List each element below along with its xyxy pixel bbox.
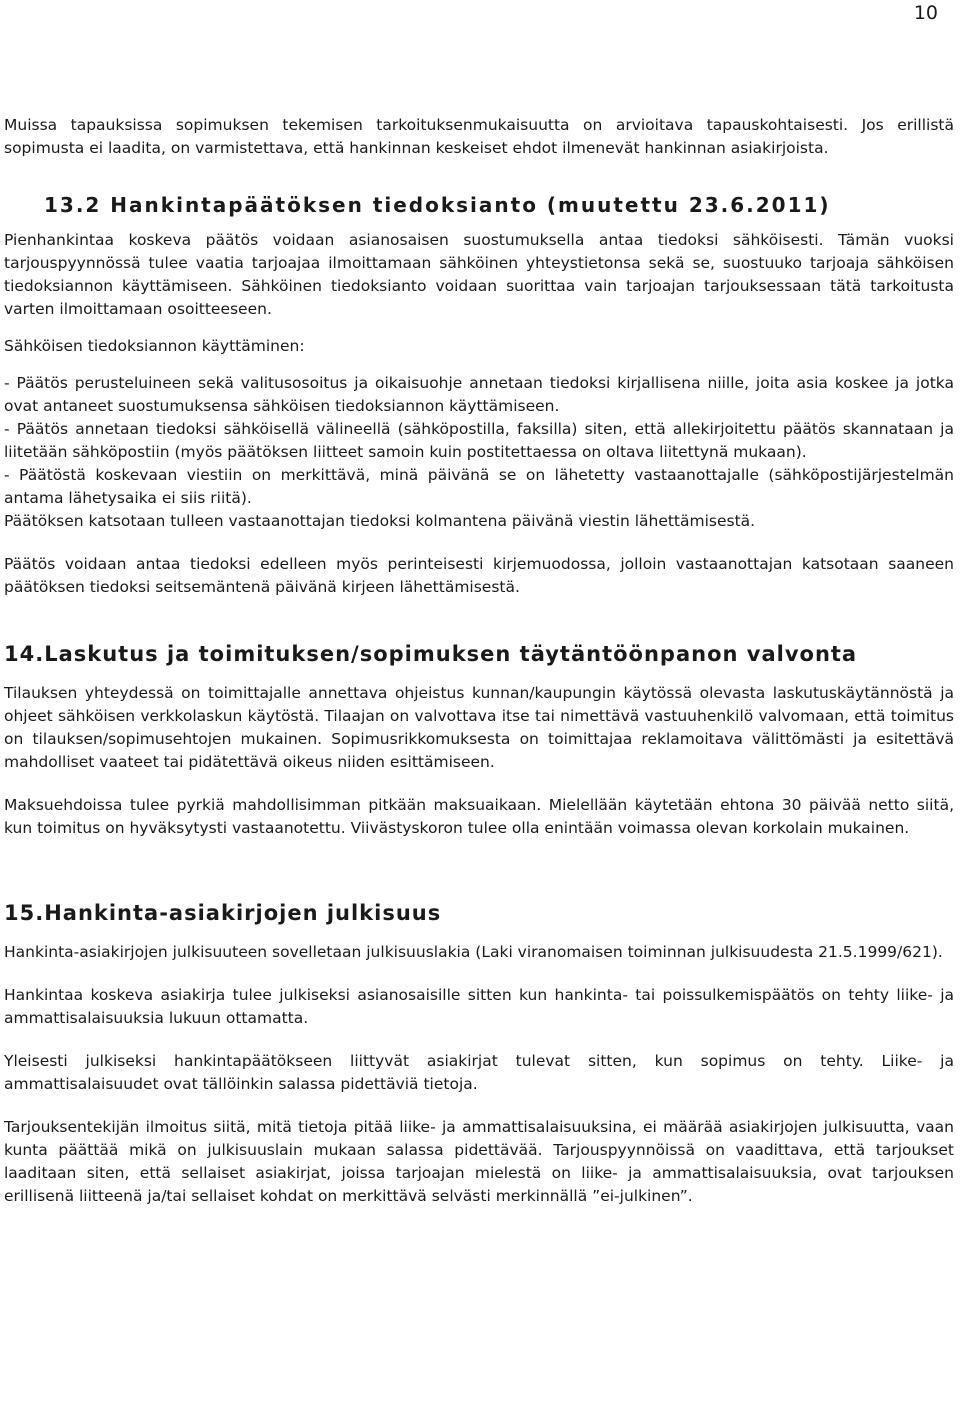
intro-paragraph: Muissa tapauksissa sopimuksen tekemisen tarkoituksenmukaisuutta on arvioitava tapauskohtaisesti. Jos erillistä sopimusta ei laadita, on varmistettava, että hankinnan keskeiset ehdot ilmenevät hankinnan asiakirjoista. — [4, 116, 954, 157]
section-13-2-paragraph-1: Pienhankintaa koskeva päätös voidaan asianosaisen suostumuksella antaa tiedoksi sähköisesti. Tämän vuoksi tarjouspyynnössä tulee vaatia tarjoajaa ilmoittamaan sähköinen yhteystietonsa sekä se, suostuuko tarjoaja sähköisen tiedoksiannon käyttämiseen. Sähköinen tiedoksianto voidaan suorittaa vain tarjoajan tarjouksessaan tätä tarkoitusta varten ilmoittamaan osoitteeseen. — [4, 231, 954, 318]
section-14-heading: 14.Laskutus ja toimituksen/sopimuksen täytäntöönpanon valvonta — [4, 642, 858, 666]
document-body — [4, 114, 954, 1208]
list-item: Päätöksen katsotaan tulleen vastaanottajan tiedoksi kolmantena päivänä viestin lähettämisestä. — [4, 512, 756, 530]
page-number: 10 — [913, 2, 938, 24]
section-14-paragraph-1: Tilauksen yhteydessä on toimittajalle annettava ohjeistus kunnan/kaupungin käytössä olevasta laskutuskäytännöstä ja ohjeet sähköisen verkkolaskun käytöstä. Tilaajan on valvottava itse tai nimettävä vastuuhenkilö valvomaan, että toimitus on tilauksen/sopimusehtojen mukainen. Sopimusrikkomuksesta on toimittajaa reklamoitava välittömästi ja esitettävä mahdolliset vaateet tai pidätettävä oikeus niiden esittämiseen. — [4, 684, 954, 771]
section-14-paragraph-2: Maksuehdoissa tulee pyrkiä mahdollisimman pitkään maksuaikaan. Mielellään käytetään ehtona 30 päivää netto siitä, kun toimitus on hyväksytysti vastaanotettu. Viivästyskoron tulee olla enintään voimassa olevan korkolain mukainen. — [4, 796, 954, 837]
section-13-2-paragraph-3: Päätös voidaan antaa tiedoksi edelleen myös perinteisesti kirjemuodossa, jolloin vastaanottajan katsotaan saaneen päätöksen tiedoksi seitsemäntenä päivänä kirjeen lähettämisestä. — [4, 555, 954, 596]
list-item: - Päätöstä koskevaan viestiin on merkittävä, minä päivänä se on lähetetty vastaanottajalle (sähköpostijärjestelmän antama lähetysaika ei siis riitä). — [4, 466, 954, 507]
section-15-paragraph-2: Hankintaa koskeva asiakirja tulee julkiseksi asianosaisille sitten kun hankinta- tai poissulkemispäätös on tehty liike- ja ammattisalaisuuksia lukuun ottamatta. — [4, 986, 954, 1027]
list-item: - Päätös perusteluineen sekä valitusosoitus ja oikaisuohje annetaan tiedoksi kirjallisena niille, joita asia koskee ja jotka ovat antaneet suostumuksensa sähköisen tiedoksiannon käyttämiseen. — [4, 374, 954, 415]
section-13-2-paragraph-2: Sähköisen tiedoksiannon käyttäminen: — [4, 337, 305, 355]
section-13-2-heading: 13.2 Hankintapäätöksen tiedoksianto (muutettu 23.6.2011) — [44, 193, 831, 217]
tiedoksianto-list — [4, 372, 954, 533]
section-15-paragraph-4: Tarjouksentekijän ilmoitus siitä, mitä tietoja pitää liike- ja ammattisalaisuuksina, ei määrää asiakirjojen julkisuutta, vaan kunta päättää mikä on julkisuuslain mukaan salassa pidettävää. Tarjouspyynnöissä on vaadittava, että tarjoukset laaditaan siten, että sellaiset asiakirjat, joissa tarjoajan mielestä on liike- ja ammattisalaisuuksia, ovat tarjouksen erillisenä liitteenä ja/tai sellaiset kohdat on merkittävä selvästi merkinnällä ”ei-julkinen”. — [4, 1118, 954, 1205]
section-15-paragraph-1: Hankinta-asiakirjojen julkisuuteen sovelletaan julkisuuslakia (Laki viranomaisen toiminnan julkisuudesta 21.5.1999/621). — [4, 943, 943, 961]
section-15-paragraph-3: Yleisesti julkiseksi hankintapäätökseen liittyvät asiakirjat tulevat sitten, kun sopimus on tehty. Liike- ja ammattisalaisuudet ovat tällöinkin salassa pidettäviä tietoja. — [4, 1052, 954, 1093]
list-item: - Päätös annetaan tiedoksi sähköisellä välineellä (sähköpostilla, faksilla) siten, että allekirjoitettu päätös skannataan ja liitetään sähköpostiin (myös päätöksen liitteet samoin kuin postitettaessa on oltava liitettynä mukaan). — [4, 420, 954, 461]
section-15-heading: 15.Hankinta-asiakirjojen julkisuus — [4, 901, 442, 925]
